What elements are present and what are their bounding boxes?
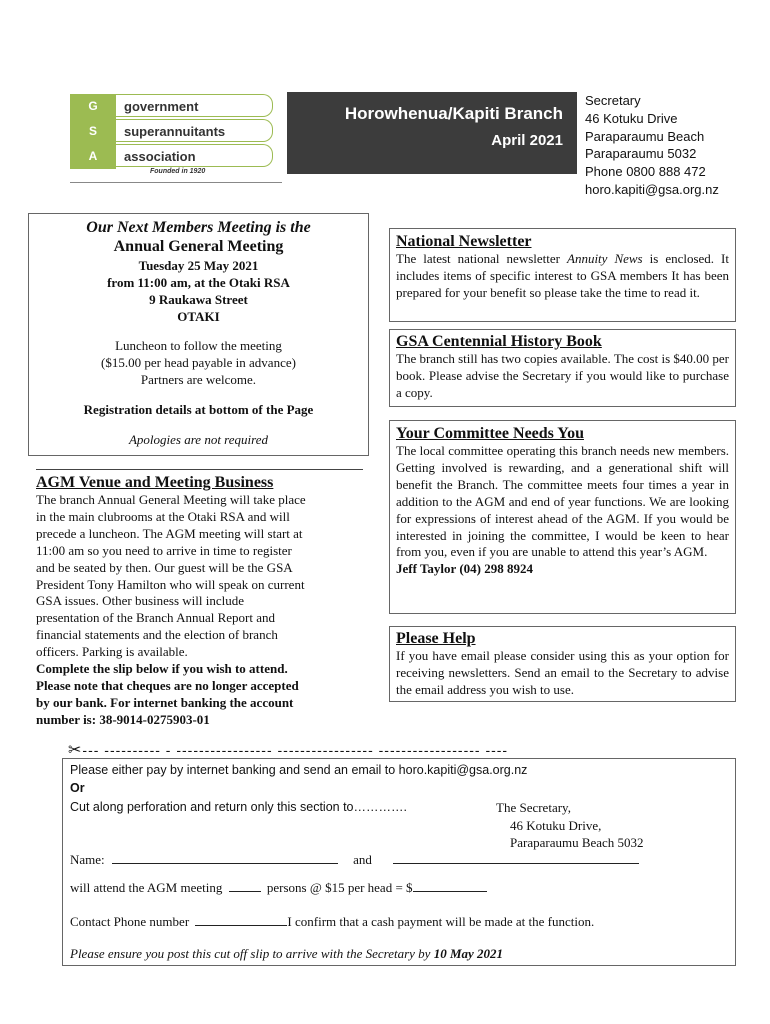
- newsletter-text: The latest national newsletter: [396, 251, 567, 266]
- persons-field[interactable]: [229, 879, 261, 892]
- meeting-time-venue: from 11:00 am, at the Otaki RSA: [107, 275, 290, 290]
- newsletter-body: [396, 251, 729, 302]
- logo-letter: G: [70, 94, 116, 119]
- newsletter-title: National Newsletter: [396, 233, 532, 250]
- next-meeting-box: [28, 213, 369, 456]
- agm-line: The branch Annual General Meeting will take place: [36, 492, 306, 507]
- national-newsletter-box: [389, 228, 736, 322]
- gsa-logo: [70, 94, 282, 182]
- meeting-heading: Our Next Members Meeting is the: [86, 219, 311, 236]
- logo-divider: [70, 182, 282, 183]
- centennial-body: The branch still has two copies available. The cost is $40.00 per book. Please advise the Secretary if you would like to purchase a copy.: [396, 351, 729, 400]
- help-body: If you have email please consider using this as your option for receiving newsletters. Send an email to the Secretary to advise the email address you wish to use.: [396, 648, 729, 697]
- committee-body: The local committee operating this branch needs new members. Getting involved is rewarding, and a generational shift will benefit the Branch. The committee meets four times a year in addition to the AGM and end of year functions. We are looking for expressions of interest ahead of the AGM. If you would be interested in joining the committee, I would be keen to hear from you, even if you are unable to attend this year’s AGM.: [396, 443, 729, 560]
- newsletter-publication: Annuity News: [567, 251, 643, 266]
- logo-word: superannuitants: [116, 119, 273, 142]
- please-help-box: [389, 626, 736, 702]
- slip-addr-line: Paraparaumu Beach 5032: [510, 835, 644, 850]
- secretary-address: [585, 92, 765, 199]
- agm-bold-line: by our bank. For internet banking the account: [36, 694, 294, 710]
- cut-line: [68, 740, 708, 760]
- logo-letter: A: [70, 144, 116, 169]
- name-label: Name:: [70, 852, 105, 867]
- slip-name-row: [70, 851, 639, 868]
- post-deadline-date: 10 May 2021: [433, 946, 504, 961]
- agm-bold-line: number is: 38-9014-0275903-01: [36, 711, 210, 727]
- agm-line: presentation of the Branch Annual Report and: [36, 610, 275, 626]
- logo-row-g: [70, 94, 278, 119]
- logo-row-s: [70, 119, 278, 144]
- contact-phone-field[interactable]: [195, 913, 287, 926]
- meeting-lunch: [29, 337, 368, 388]
- banner-date: April 2021: [491, 132, 563, 149]
- committee-title: Your Committee Needs You: [396, 425, 584, 442]
- perforation-dashes: --- ---------- - ----------------- ----------------- ------------------ ----: [82, 742, 509, 758]
- meeting-details: [29, 257, 368, 325]
- branch-banner: [287, 92, 577, 174]
- logo-word: government: [116, 94, 273, 117]
- agm-line: officers. Parking is available.: [36, 644, 188, 660]
- agm-line: in the main clubrooms at the Otaki RSA and will: [36, 508, 290, 524]
- lunch-line: ($15.00 per head payable in advance): [101, 355, 296, 370]
- meeting-town: OTAKI: [177, 309, 220, 324]
- meeting-street: 9 Raukawa Street: [149, 292, 248, 307]
- newsletter-text: is enclosed. It includes items of specific interest to GSA members It has been prepared for your benefit so please take the time to read it.: [396, 251, 730, 300]
- cash-confirm-text: I confirm that a cash payment will be made at the function.: [287, 914, 595, 929]
- agm-line: precede a luncheon. The AGM meeting will start at: [36, 525, 303, 541]
- address-line: Paraparaumu Beach: [585, 128, 705, 144]
- address-phone: Phone 0800 888 472: [585, 164, 706, 180]
- address-line: Paraparaumu 5032: [585, 146, 697, 162]
- slip-post-deadline: [70, 946, 503, 962]
- committee-box: [389, 420, 736, 614]
- agm-line: GSA issues. Other business will include: [36, 593, 244, 609]
- attend-label: will attend the AGM meeting: [70, 880, 223, 895]
- agm-line: and be seated by then. Our guest will be the GSA: [36, 559, 293, 575]
- slip-contact-row: [70, 913, 594, 930]
- address-email: horo.kapiti@gsa.org.nz: [585, 181, 719, 197]
- agm-title: AGM Venue and Meeting Business: [36, 474, 274, 491]
- address-line: 46 Kotuku Drive: [585, 110, 678, 126]
- logo-row-a: [70, 144, 278, 169]
- slip-addr-line: The Secretary,: [496, 800, 571, 815]
- and-label: and: [353, 852, 372, 867]
- agm-line: President Tony Hamilton who will speak on current: [36, 576, 305, 592]
- agm-bold-line: Complete the slip below if you wish to attend.: [36, 661, 288, 677]
- slip-or: Or: [70, 781, 85, 795]
- scissors-icon: ✂: [68, 742, 83, 759]
- agm-line: 11:00 am so you need to arrive in time to register: [36, 542, 292, 558]
- post-deadline-text: Please ensure you post this cut off slip to arrive with the Secretary by: [70, 946, 434, 961]
- centennial-title: GSA Centennial History Book: [396, 333, 602, 350]
- agm-line: financial statements and the election of branch: [36, 627, 278, 643]
- attend-price-label: persons @ $15 per head = $: [266, 880, 413, 895]
- lunch-line: Partners are welcome.: [140, 372, 257, 387]
- agm-bold-line: Please note that cheques are no longer accepted: [36, 677, 299, 693]
- slip-cut-instruction: Cut along perforation and return only this section to………….: [70, 800, 407, 814]
- help-title: Please Help: [396, 630, 476, 647]
- logo-founded: Founded in 1920: [150, 168, 206, 175]
- meeting-subheading: Annual General Meeting: [113, 238, 284, 255]
- slip-addr-line: 46 Kotuku Drive,: [510, 818, 602, 833]
- address-line: Secretary: [585, 93, 641, 108]
- lunch-line: Luncheon to follow the meeting: [115, 338, 282, 353]
- logo-letter: S: [70, 119, 116, 144]
- registration-note: Registration details at bottom of the Page: [83, 402, 314, 417]
- amount-field[interactable]: [413, 879, 487, 892]
- apologies-note: Apologies are not required: [128, 432, 268, 447]
- name-field-2[interactable]: [393, 851, 639, 864]
- name-field-1[interactable]: [112, 851, 338, 864]
- contact-label: Contact Phone number: [70, 914, 190, 929]
- agm-section: [36, 469, 363, 729]
- registration-slip: [62, 758, 736, 966]
- slip-payment-note: Please either pay by internet banking and send an email to horo.kapiti@gsa.org.nz: [70, 763, 528, 777]
- banner-title: Horowhenua/Kapiti Branch: [344, 104, 563, 123]
- committee-signature: Jeff Taylor (04) 298 8924: [396, 561, 533, 577]
- logo-word: association: [116, 144, 273, 167]
- meeting-date: Tuesday 25 May 2021: [138, 258, 259, 273]
- agm-body: [36, 492, 363, 729]
- slip-attend-row: [70, 879, 487, 896]
- centennial-book-box: [389, 329, 736, 407]
